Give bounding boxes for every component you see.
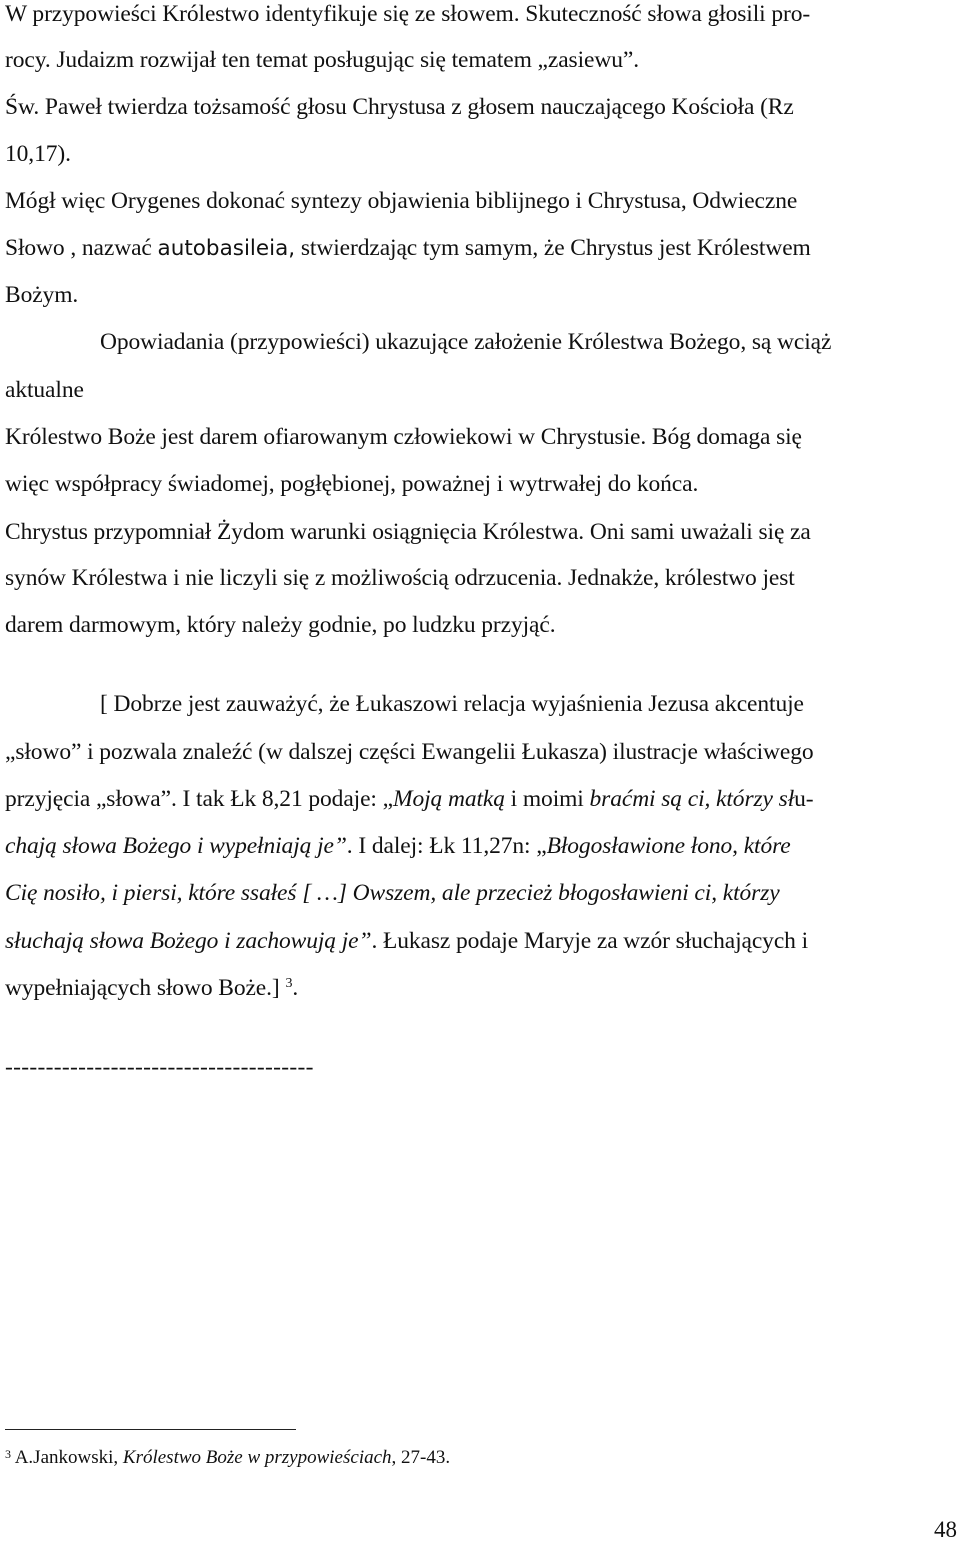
italic-quote: chają słowa Bożego i wypełniają je” bbox=[5, 833, 347, 859]
text-line: Bożym. bbox=[5, 282, 79, 308]
text-line: Opowiadania (przypowieści) ukazujące założenie Królestwa Bożego, są wciąż bbox=[100, 329, 832, 355]
footnote-rule bbox=[5, 1429, 296, 1430]
footnote-pages: , 27-43. bbox=[391, 1447, 451, 1468]
text-segment: Słowo , nazwać bbox=[5, 235, 152, 261]
text-line: Królestwo Boże jest darem ofiarowanym człowiekowi w Chrystusie. Bóg domaga się bbox=[5, 424, 802, 450]
text-line: darem darmowym, który należy godnie, po ludzku przyjąć. bbox=[5, 612, 556, 638]
text-line: synów Królestwa i nie liczyli się z możliwością odrzucenia. Jednakże, królestwo jest bbox=[5, 565, 795, 591]
text-line: 10,17). bbox=[5, 141, 71, 167]
text-line: aktualne bbox=[5, 377, 84, 403]
note-line: Cię nosiło, i piersi, które ssałeś [ …] Owszem, ale przecież błogosławieni ci, którzy bbox=[5, 880, 780, 906]
text-line: W przypowieści Królestwo identyfikuje się ze słowem. Skuteczność słowa głosili pro- bbox=[5, 1, 811, 27]
text-segment: przyjęcia „słowa”. I tak Łk 8,21 podaje: „ bbox=[5, 786, 393, 812]
note-line bbox=[5, 927, 808, 955]
italic-quote: Moją matką bbox=[392, 786, 505, 812]
note-line: „słowo” i pozwala znaleźć (w dalszej części Ewangelii Łukasza) ilustracje właściwego bbox=[5, 739, 814, 765]
text-segment: u- bbox=[794, 786, 814, 812]
text-line: więc współpracy świadomej, pogłębionej, poważnej i wytrwałej do końca. bbox=[5, 471, 699, 497]
greek-term: autobasileia, bbox=[157, 236, 296, 261]
footnote-title: Królestwo Boże w przypowieściach bbox=[122, 1447, 392, 1468]
text-segment: . bbox=[292, 975, 299, 1001]
note-line: [ Dobrze jest zauważyć, że Łukaszowi relacja wyjaśnienia Jezusa akcentuje bbox=[100, 691, 804, 717]
dashed-separator: -------------------------------------- bbox=[5, 1054, 314, 1080]
note-line bbox=[5, 832, 791, 860]
text-line: Mógł więc Orygenes dokonać syntezy objawienia biblijnego i Chrystusa, Odwieczne bbox=[5, 188, 798, 214]
text-line: Chrystus przypomniał Żydom warunki osiągnięcia Królestwa. Oni sami uważali się za bbox=[5, 519, 811, 545]
text-line bbox=[5, 234, 811, 263]
text-segment: i moimi bbox=[504, 786, 590, 812]
note-line bbox=[5, 974, 298, 1002]
page-number: 48 bbox=[934, 1517, 957, 1542]
text-segment: wypełniających słowo Boże.] bbox=[5, 975, 280, 1001]
text-segment: stwierdzając tym samym, że Chrystus jest Królestwem bbox=[300, 235, 811, 261]
italic-quote: Błogosławione łono, które bbox=[546, 833, 791, 859]
text-line: rocy. Judaizm rozwijał ten temat posługując się tematem „zasiewu”. bbox=[5, 47, 639, 73]
text-line: Św. Paweł twierdza tożsamość głosu Chrystusa z głosem nauczającego Kościoła (Rz bbox=[5, 94, 794, 120]
italic-quote: słuchają słowa Bożego i zachowują je” bbox=[5, 928, 372, 954]
footnote bbox=[5, 1446, 450, 1470]
text-segment: . I dalej: Łk 11,27n: „ bbox=[346, 833, 547, 859]
text-segment: . Łukasz podaje Maryje za wzór słuchających i bbox=[371, 928, 809, 954]
footnote-number: 3 bbox=[5, 1447, 11, 1461]
note-line bbox=[5, 785, 814, 813]
footnote-reference: 3 bbox=[285, 976, 293, 991]
footnote-author: A.Jankowski, bbox=[14, 1447, 119, 1468]
italic-quote: braćmi są ci, którzy sł bbox=[589, 786, 795, 812]
